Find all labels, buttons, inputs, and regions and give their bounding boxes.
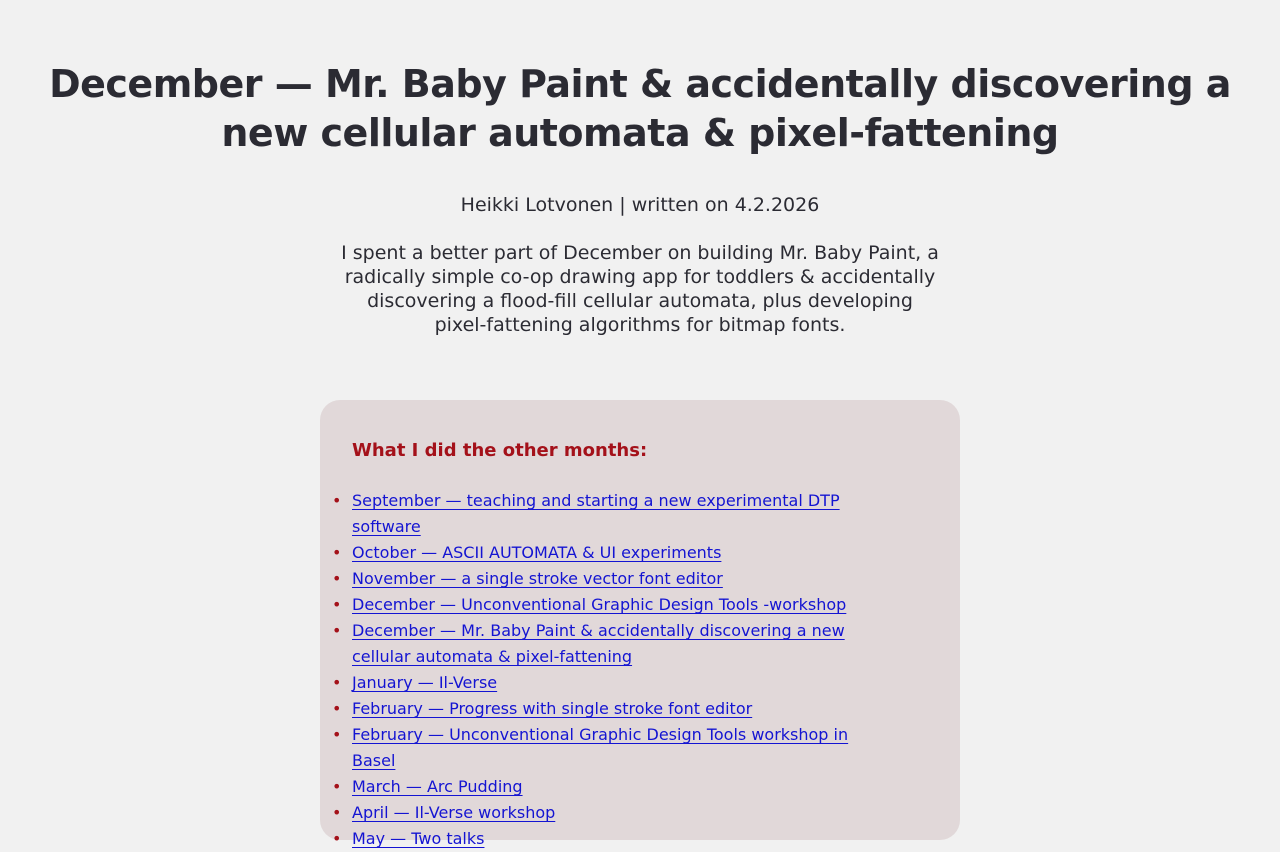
lead-paragraph: I spent a better part of December on building Mr. Baby Paint, a radically simple co-op drawing app for toddlers & accidentally discovering a flood-fill cellular automata, plus developing pixel-fattening algorithms for bitmap fonts. — [341, 242, 939, 336]
list-item — [332, 722, 882, 774]
bullet-icon: • — [332, 829, 342, 848]
bullet-icon: • — [332, 777, 342, 796]
list-item — [332, 696, 882, 722]
bullet-icon: • — [332, 595, 342, 614]
byline: Heikki Lotvonen | written on 4.2.2026 — [460, 194, 820, 216]
list-item — [332, 800, 882, 826]
month-link-january[interactable]: January — Il-Verse — [352, 673, 498, 692]
month-link-april[interactable]: April — Il-Verse workshop — [352, 803, 556, 822]
month-link-december-baby-paint[interactable]: December — Mr. Baby Paint & accidentally discovering a new cellular automata & pixel-fattening — [352, 621, 845, 666]
month-link-february-font-editor[interactable]: February — Progress with single stroke font editor — [352, 699, 753, 718]
bullet-icon: • — [332, 491, 342, 510]
bullet-icon: • — [332, 621, 342, 640]
bullet-icon: • — [332, 803, 342, 822]
bullet-icon: • — [332, 725, 342, 744]
article-header — [0, 0, 1280, 337]
list-item — [332, 540, 882, 566]
bullet-icon: • — [332, 569, 342, 588]
month-link-march[interactable]: March — Arc Pudding — [352, 777, 523, 796]
month-link-september[interactable]: September — teaching and starting a new experimental DTP software — [352, 491, 840, 536]
month-link-december-workshop[interactable]: December — Unconventional Graphic Design Tools -workshop — [352, 595, 847, 614]
list-item — [332, 774, 882, 800]
month-link-november[interactable]: November — a single stroke vector font editor — [352, 569, 723, 588]
list-item — [332, 670, 882, 696]
list-item — [332, 592, 882, 618]
page-title: December — Mr. Baby Paint & accidentally discovering a new cellular automata & pixel-fattening — [49, 62, 1231, 155]
list-item — [332, 566, 882, 592]
list-item — [332, 826, 882, 852]
list-item — [332, 618, 882, 670]
bullet-icon: • — [332, 699, 342, 718]
month-link-may[interactable]: May — Two talks — [352, 829, 485, 848]
other-months-heading: What I did the other months: — [352, 440, 648, 461]
list-item — [332, 488, 882, 540]
other-months-box — [320, 400, 960, 848]
bullet-icon: • — [332, 673, 342, 692]
month-link-february-basel[interactable]: February — Unconventional Graphic Design Tools workshop in Basel — [352, 725, 849, 770]
other-months-list — [332, 488, 928, 852]
month-link-october[interactable]: October — ASCII AUTOMATA & UI experiments — [352, 543, 722, 562]
bullet-icon: • — [332, 543, 342, 562]
